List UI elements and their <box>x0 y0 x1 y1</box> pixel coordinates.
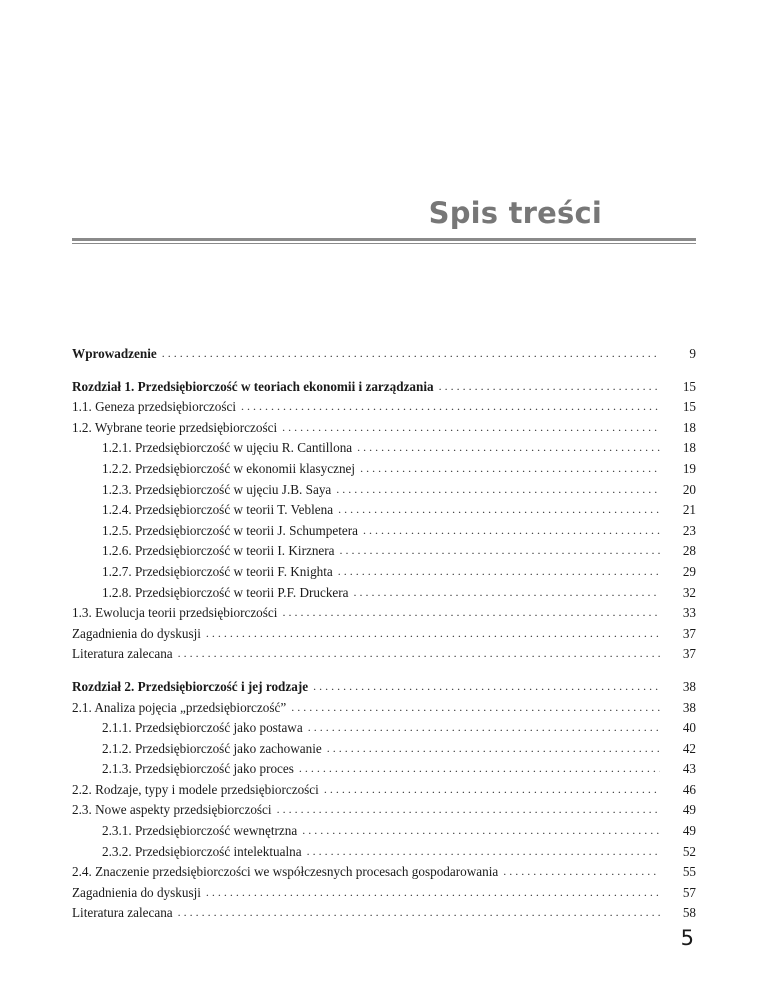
toc-entry[interactable] <box>72 500 696 521</box>
toc-entry-label: 1.3. Ewolucja teorii przedsiębiorczości <box>72 605 278 621</box>
toc-dot-leader <box>357 437 660 458</box>
toc-entry-label: 1.1. Geneza przedsiębiorczości <box>72 399 237 415</box>
toc-entry-page: 49 <box>682 802 696 818</box>
toc-dot-leader <box>307 841 660 862</box>
toc-entry-label: Literatura zalecana <box>72 905 173 921</box>
toc-entry-page: 58 <box>682 905 696 921</box>
toc-entry-label: 1.2.6. Przedsiębiorczość w teorii I. Kirznera <box>102 543 335 559</box>
toc-entry-page: 18 <box>682 419 696 435</box>
toc-entry-page: 46 <box>682 781 696 797</box>
toc-entry-page: 38 <box>682 699 696 715</box>
toc-entry-label: 2.1.3. Przedsiębiorczość jako proces <box>102 761 294 777</box>
toc-dot-leader <box>340 540 660 561</box>
toc-entry-label: Wprowadzenie <box>72 346 157 361</box>
toc-dot-leader <box>324 779 660 800</box>
toc-entry[interactable] <box>72 603 696 624</box>
toc-entry[interactable] <box>72 780 696 801</box>
toc-entry-label: Zagadnienia do dyskusji <box>72 884 201 900</box>
toc-dot-leader <box>360 458 660 479</box>
toc-entry[interactable] <box>72 397 696 418</box>
toc-entry-label: 2.3.1. Przedsiębiorczość wewnętrzna <box>102 823 298 839</box>
toc-dot-leader <box>327 738 660 759</box>
toc-entry[interactable] <box>72 377 696 398</box>
toc-entry[interactable] <box>72 698 696 719</box>
toc-entry-label: Zagadnienia do dyskusji <box>72 625 201 641</box>
toc-dot-leader <box>282 602 660 623</box>
toc-dot-leader <box>302 820 660 841</box>
toc-entry-page: 18 <box>682 440 696 456</box>
toc-entry-page: 20 <box>682 481 696 497</box>
toc-dot-leader <box>338 561 660 582</box>
toc-dot-leader <box>299 758 660 779</box>
toc-entry[interactable] <box>72 459 696 480</box>
toc-entry[interactable] <box>72 718 696 739</box>
toc-entry-page: 15 <box>682 378 696 394</box>
toc-entry[interactable] <box>72 583 696 604</box>
toc-dot-leader <box>282 417 660 438</box>
toc-entry-label: Rozdział 2. Przedsiębiorczość i jej rodzaje <box>72 678 309 694</box>
toc-dot-leader <box>503 861 660 882</box>
toc-entry-page: 55 <box>682 864 696 880</box>
toc-dot-leader <box>162 343 660 364</box>
toc-entry-label: 1.2.7. Przedsiębiorczość w teorii F. Knighta <box>102 563 333 579</box>
toc-entry-label: 2.3. Nowe aspekty przedsiębiorczości <box>72 802 272 818</box>
toc-dot-leader <box>439 376 660 397</box>
toc-entry[interactable] <box>72 800 696 821</box>
toc-entry[interactable] <box>72 521 696 542</box>
toc-entry-page: 33 <box>682 605 696 621</box>
toc-entry-page: 29 <box>682 563 696 579</box>
toc-dot-leader <box>354 582 660 603</box>
toc-entry-page: 15 <box>682 399 696 415</box>
toc-entry-page: 42 <box>682 740 696 756</box>
toc-entry-page: 37 <box>682 646 696 662</box>
toc-dot-leader <box>277 799 660 820</box>
toc-entry[interactable] <box>72 739 696 760</box>
toc-entry-label: 1.2. Wybrane teorie przedsiębiorczości <box>72 419 278 435</box>
toc-entry[interactable] <box>72 438 696 459</box>
toc-entry-label: 1.2.4. Przedsiębiorczość w teorii T. Veblena <box>102 502 334 518</box>
toc-entry-label: 1.2.3. Przedsiębiorczość w ujęciu J.B. Saya <box>102 481 332 497</box>
toc-entry[interactable] <box>72 344 696 365</box>
toc-entry-label: 2.4. Znaczenie przedsiębiorczości we współczesnych procesach gospodarowania <box>72 864 499 880</box>
toc-entry-page: 23 <box>682 522 696 538</box>
toc-dot-leader <box>308 717 660 738</box>
toc-entry-label: 2.1. Analiza pojęcia „przedsiębiorczość” <box>72 699 287 715</box>
toc-entry-page: 21 <box>682 502 696 518</box>
toc-dot-leader <box>291 697 660 718</box>
toc-entry-page: 9 <box>689 346 696 361</box>
toc-entry[interactable] <box>72 903 696 924</box>
toc-dot-leader <box>206 882 660 903</box>
toc-entry-label: Literatura zalecana <box>72 646 173 662</box>
toc-entry-page: 52 <box>682 843 696 859</box>
page-title: Spis treści <box>428 196 602 230</box>
toc-entry-page: 37 <box>682 625 696 641</box>
toc-entry-label: 1.2.1. Przedsiębiorczość w ujęciu R. Cantillona <box>102 440 353 456</box>
toc-dot-leader <box>336 479 660 500</box>
toc-entry[interactable] <box>72 418 696 439</box>
toc-entry[interactable] <box>72 480 696 501</box>
toc-entry-page: 40 <box>682 720 696 736</box>
toc-entry[interactable] <box>72 759 696 780</box>
toc-dot-leader <box>241 396 660 417</box>
toc-entry-page: 49 <box>682 823 696 839</box>
toc-entry-label: 2.2. Rodzaje, typy i modele przedsiębiorczości <box>72 781 319 797</box>
toc-entry-label: 2.1.1. Przedsiębiorczość jako postawa <box>102 720 303 736</box>
toc-entry-page: 19 <box>682 460 696 476</box>
toc-dot-leader <box>313 676 660 697</box>
toc-entry[interactable] <box>72 677 696 698</box>
toc-entry-page: 57 <box>682 884 696 900</box>
toc-entry-label: Rozdział 1. Przedsiębiorczość w teoriach ekonomii i zarządzania <box>72 378 434 394</box>
toc-entry-label: 1.2.2. Przedsiębiorczość w ekonomii klasycznej <box>102 460 356 476</box>
page-number: 5 <box>680 926 694 950</box>
toc-entry[interactable] <box>72 624 696 645</box>
toc-entry[interactable] <box>72 821 696 842</box>
toc-entry[interactable] <box>72 883 696 904</box>
toc-dot-leader <box>338 499 660 520</box>
toc-entry[interactable] <box>72 541 696 562</box>
toc-entry-page: 32 <box>682 584 696 600</box>
toc-entry-label: 1.2.5. Przedsiębiorczość w teorii J. Schumpetera <box>102 522 358 538</box>
toc-entry[interactable] <box>72 842 696 863</box>
table-of-contents <box>72 344 696 924</box>
toc-entry-page: 43 <box>682 761 696 777</box>
toc-entry[interactable] <box>72 562 696 583</box>
toc-dot-leader <box>178 902 660 923</box>
toc-entry[interactable] <box>72 862 696 883</box>
toc-entry[interactable] <box>72 644 696 665</box>
toc-entry-label: 1.2.8. Przedsiębiorczość w teorii P.F. Druckera <box>102 584 349 600</box>
toc-dot-leader <box>206 623 660 644</box>
toc-entry-label: 2.3.2. Przedsiębiorczość intelektualna <box>102 843 302 859</box>
toc-entry-page: 38 <box>682 678 696 694</box>
title-rule-thin <box>72 243 696 244</box>
toc-dot-leader <box>363 520 660 541</box>
toc-entry-page: 28 <box>682 543 696 559</box>
title-rule-thick <box>72 238 696 241</box>
toc-entry-label: 2.1.2. Przedsiębiorczość jako zachowanie <box>102 740 322 756</box>
toc-dot-leader <box>178 643 660 664</box>
